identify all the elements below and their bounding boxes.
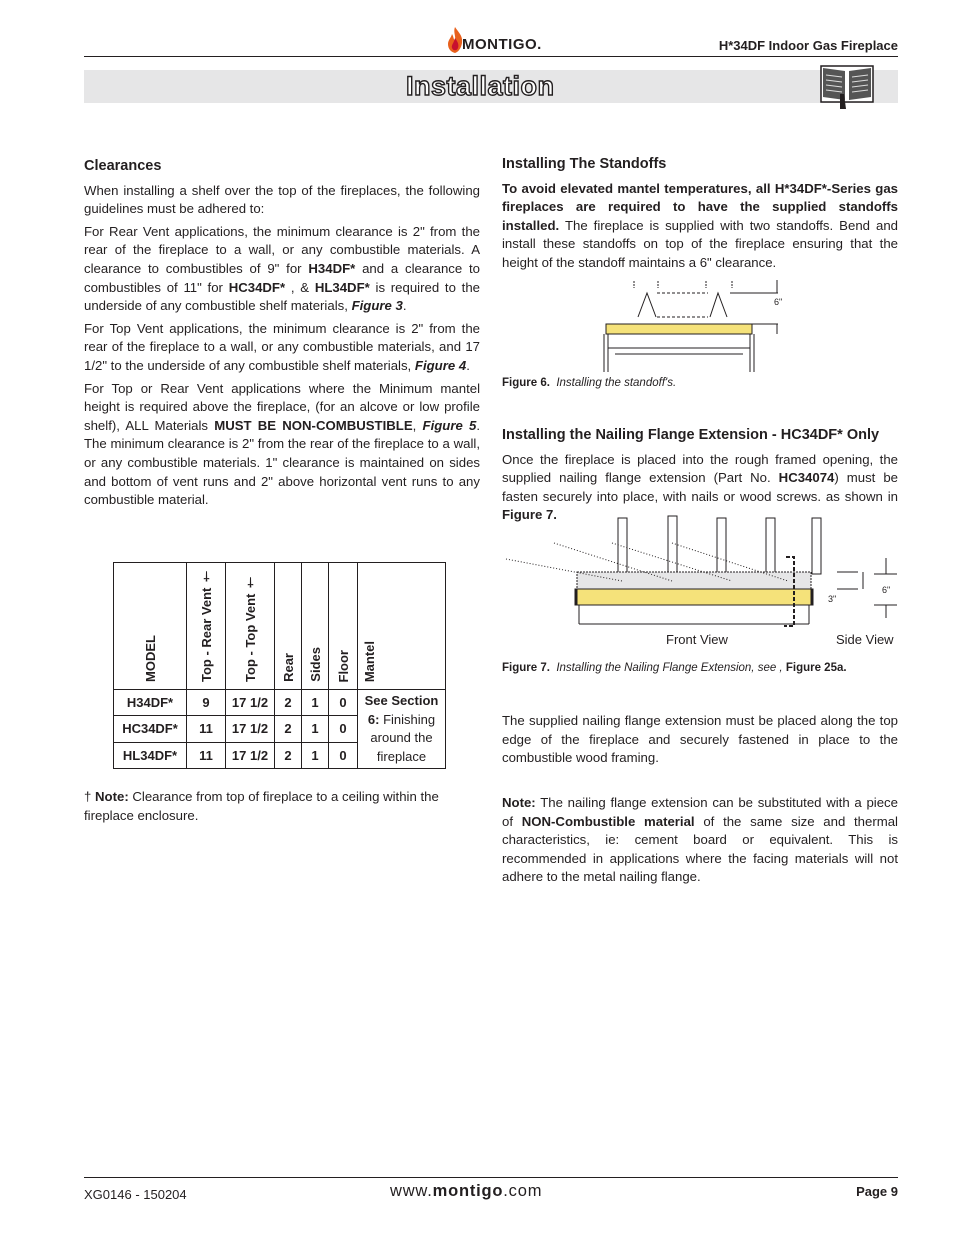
model-ref: H34DF* bbox=[308, 260, 356, 276]
cell-sides: 1 bbox=[302, 716, 329, 742]
front-view-label: Front View bbox=[666, 632, 728, 647]
figure-7-nailing-flange-diagram bbox=[502, 514, 898, 652]
cell-top-rear: 11 bbox=[187, 742, 226, 768]
figure-ref: Figure 5 bbox=[422, 417, 477, 433]
standoffs-section bbox=[502, 155, 898, 277]
header-label: Sides bbox=[307, 647, 323, 682]
text-run: , bbox=[412, 417, 423, 433]
header-label: Top - Top Vent † bbox=[242, 575, 258, 682]
header-top-rear-vent bbox=[187, 563, 226, 690]
header-label: Mantel bbox=[362, 640, 377, 682]
header-label: Rear bbox=[280, 653, 296, 682]
side-view-label: Side View bbox=[836, 632, 894, 647]
header-label: Top - Rear Vent † bbox=[198, 569, 214, 682]
left-column bbox=[84, 157, 480, 514]
figure-ref: Figure 7. bbox=[502, 507, 557, 523]
header-mantel bbox=[358, 563, 446, 690]
text-run: The fireplace is supplied with two standoffs. Bend and install these standoffs on top of the fireplace ensuring that the height of the standoff maintains a 6" clearance. bbox=[502, 217, 898, 270]
text-run: ) must be fasten securely into place, with nails or wood screws. as shown in bbox=[502, 470, 899, 504]
table-row bbox=[114, 690, 446, 716]
website-url[interactable] bbox=[390, 1182, 542, 1201]
cell-model: HC34DF* bbox=[114, 716, 187, 742]
cell-floor: 0 bbox=[329, 716, 358, 742]
cell-top-top: 17 1/2 bbox=[226, 690, 275, 716]
standoffs-warning: To avoid elevated mantel temperatures, all H*34DF*-Series gas fireplaces are required to have the supplied standoffs installed. bbox=[502, 180, 898, 233]
cell-model: H34DF* bbox=[114, 690, 187, 716]
cell-rear: 2 bbox=[275, 690, 302, 716]
header-label: MODEL bbox=[142, 635, 158, 682]
flange-heading: Installing the Nailing Flange Extension - HC34DF* Only bbox=[502, 427, 880, 443]
cell-top-top: 17 1/2 bbox=[226, 742, 275, 768]
clearances-heading: Clearances bbox=[84, 158, 162, 174]
figure-label: Figure 6. bbox=[502, 377, 550, 389]
header-sides bbox=[302, 563, 329, 690]
text-run: . bbox=[466, 357, 470, 373]
rear-vent-paragraph bbox=[84, 223, 480, 316]
clearances-intro: When installing a shelf over the top of the fireplaces, the following guidelines must be adhered to: bbox=[84, 182, 480, 217]
cell-rear: 2 bbox=[275, 742, 302, 768]
figure-ref: Figure 25a. bbox=[785, 662, 847, 674]
cell-model: HL34DF* bbox=[114, 742, 187, 768]
text-run: For Top Vent applications, the minimum clearance is 2" from the rear of the fireplace to a wall, or any combustible materials, and 17 1/2" to the underside of any combustible shelf materials, bbox=[84, 320, 480, 373]
cell-rear: 2 bbox=[275, 716, 302, 742]
note-label: Note: bbox=[95, 789, 129, 804]
text-run: of the same size and thermal characteristics, ie: cement board or equivalent. This is recommended in applications where the facing materials will not adhere to the metal nailing flange. bbox=[502, 813, 898, 885]
document-title: H*34DF Indoor Gas Fireplace bbox=[718, 38, 898, 53]
figure-6-caption bbox=[502, 377, 676, 389]
cell-sides: 1 bbox=[302, 742, 329, 768]
clearance-note bbox=[84, 788, 480, 829]
cell-floor: 0 bbox=[329, 742, 358, 768]
top-vent-paragraph bbox=[84, 320, 480, 376]
header-top-top-vent bbox=[226, 563, 275, 690]
url-suffix: .com bbox=[503, 1182, 543, 1200]
standoffs-paragraph bbox=[502, 180, 898, 273]
header-rule bbox=[84, 56, 898, 57]
page-number: Page 9 bbox=[856, 1184, 898, 1199]
text-run: . bbox=[402, 298, 407, 314]
manual-book-icon bbox=[820, 64, 874, 110]
figure-6-standoffs-diagram bbox=[600, 276, 790, 372]
url-prefix: www. bbox=[390, 1182, 433, 1200]
flange-placement-paragraph: The supplied nailing flange extension must be placed along the top edge of the fireplace and securely fastened in place to the combustible wood framing. bbox=[502, 713, 898, 766]
cell-mantel bbox=[358, 690, 446, 769]
montigo-logo bbox=[446, 26, 546, 56]
section-title: Installation bbox=[406, 71, 555, 101]
figure-caption-text: Installing the standoff's. bbox=[556, 377, 677, 389]
model-ref: HL34DF* bbox=[314, 279, 370, 295]
table-header-row bbox=[114, 563, 446, 690]
dagger-mark: † bbox=[84, 789, 92, 804]
section-banner bbox=[84, 70, 898, 103]
emphasis-text: NON-Combustible material bbox=[521, 813, 695, 829]
standoffs-heading: Installing The Standoffs bbox=[502, 156, 667, 172]
fig6-dimension-label: 6" bbox=[774, 297, 783, 307]
model-ref: HC34DF* bbox=[228, 279, 286, 295]
figure-label: Figure 7. bbox=[502, 662, 550, 674]
url-brand: montigo bbox=[432, 1182, 504, 1200]
figure-ref: Figure 3 bbox=[351, 298, 403, 314]
flange-substitute-note bbox=[502, 794, 898, 891]
text-run: , & bbox=[285, 279, 315, 295]
figure-ref: Figure 4 bbox=[414, 357, 467, 373]
note-label: Note: bbox=[502, 795, 536, 810]
header-label: Floor bbox=[335, 649, 351, 682]
cell-top-top: 17 1/2 bbox=[226, 716, 275, 742]
flange-placement-text bbox=[502, 712, 898, 772]
text-run: . The minimum clearance is 2" from the rear of the fireplace to a wall, or any combustible materials. 1" clearance is maintained on sides and bottom of vent runs and 2" above horizontal vent runs to any combustible material. bbox=[84, 417, 481, 508]
note-text: Clearance from top of fireplace to a ceiling within the fireplace enclosure. bbox=[84, 789, 439, 823]
text-run: For Rear Vent applications, the minimum clearance is 2" from the rear of the fireplace to a wall, or any combustible materials. A clearance to combustibles of 9" for bbox=[84, 223, 480, 276]
header-model bbox=[114, 563, 187, 690]
header-floor bbox=[329, 563, 358, 690]
document-number: XG0146 - 150204 bbox=[84, 1187, 187, 1202]
mantel-height-paragraph bbox=[84, 380, 480, 510]
header-rear bbox=[275, 563, 302, 690]
fig7-dimension-6: 6" bbox=[882, 585, 891, 595]
text-run: is required to the underside of any combustible shelf materials, bbox=[84, 279, 480, 314]
text-run: Once the fireplace is placed into the rough framed opening, the supplied nailing flange extension (Part No. bbox=[502, 451, 898, 486]
logo-wordmark: MONTIGO. bbox=[462, 36, 542, 53]
emphasis-text: MUST BE NON-COMBUSTIBLE bbox=[214, 417, 413, 433]
fig7-dimension-3: 3" bbox=[828, 594, 837, 604]
footer-rule bbox=[84, 1177, 898, 1178]
part-number: HC34074 bbox=[778, 470, 835, 486]
clearance-table bbox=[113, 562, 446, 769]
text-run: The nailing flange extension can be substituted with a piece of bbox=[502, 795, 898, 829]
mantel-section-ref: See Section 6: bbox=[364, 693, 439, 727]
cell-top-rear: 11 bbox=[187, 716, 226, 742]
text-run: For Top or Rear Vent applications where the Minimum mantel height is required above the fireplace, (for an alcove or low profile shelf), ALL Materials bbox=[84, 380, 480, 433]
cell-floor: 0 bbox=[329, 690, 358, 716]
cell-top-rear: 9 bbox=[187, 690, 226, 716]
figure-7-caption bbox=[502, 662, 847, 674]
cell-sides: 1 bbox=[302, 690, 329, 716]
text-run: and a clearance to combustibles of 11" for bbox=[84, 260, 481, 295]
mantel-text: Finishing around the fireplace bbox=[370, 711, 436, 764]
figure-caption-text: Installing the Nailing Flange Extension, see , bbox=[556, 662, 783, 674]
